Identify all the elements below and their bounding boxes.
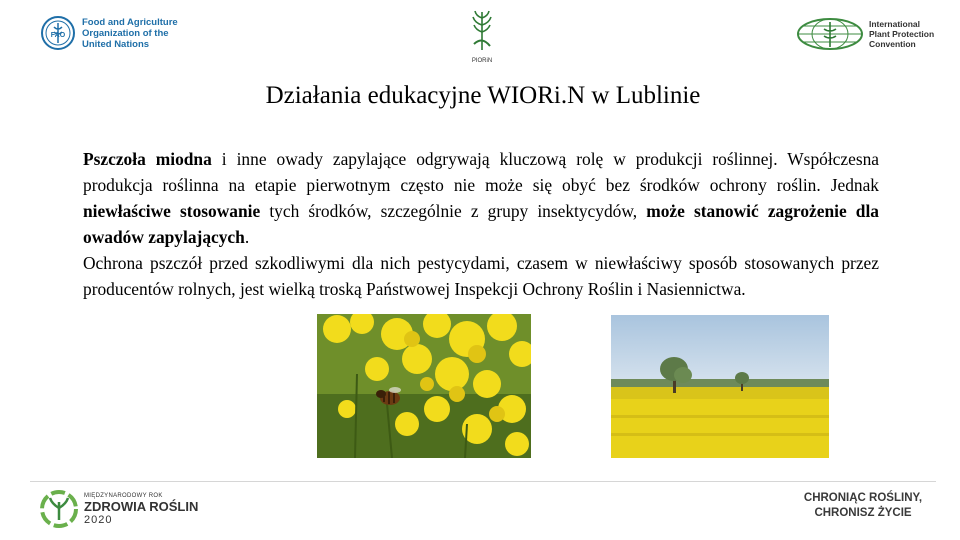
fao-name xyxy=(82,17,178,50)
bold-phrase: może stanowić zagrożenie dla owadów zapylających xyxy=(83,201,879,247)
paragraph-2: Ochrona pszczół przed szkodliwymi dla nich pestycydami, czasem w niewłaściwy sposób stosowanych przez producentów rolnych, jest wielką troską Państwowej Inspekcji Ochrony Roślin i Nasiennictwa. xyxy=(83,253,879,299)
paragraph-1 xyxy=(83,146,879,250)
ippc-line: International xyxy=(869,19,921,29)
wheat-icon xyxy=(468,8,496,52)
text-run: . xyxy=(244,227,250,247)
fao-line: United Nations xyxy=(82,38,150,50)
iyph-small-label: MIĘDZYNARODOWY ROK xyxy=(84,492,163,499)
piorin-logo xyxy=(462,8,502,64)
bee-on-rapeseed-photo xyxy=(317,314,531,458)
fao-emblem-icon xyxy=(40,15,76,51)
bold-phrase: Pszczoła miodna xyxy=(83,149,212,169)
fao-logo xyxy=(40,12,180,54)
iyph-year-label: 2020 xyxy=(84,513,113,526)
page-title: Działania edukacyjne WIORi.N w Lublinie xyxy=(265,82,701,109)
iyph-text xyxy=(84,493,198,526)
iyph-big-label: ZDROWIA ROŚLIN xyxy=(84,498,199,514)
rapeseed-field-photo xyxy=(611,315,829,458)
fao-line: Organization of the xyxy=(82,27,169,39)
fao-line: Food and Agriculture xyxy=(82,16,178,28)
leaf-circle-icon xyxy=(40,490,78,528)
ippc-line: Plant Protection xyxy=(869,29,935,39)
slogan-line: CHRONISZ ŻYCIE xyxy=(814,507,912,519)
svg-text:FAO: FAO xyxy=(50,32,66,39)
ippc-line: Convention xyxy=(869,39,916,49)
text-run: i inne owady zapylające odgrywają kluczową rolę w produkcji roślinnej. Współczesna produkcja roślinna na etapie pierwotnym często nie może się obyć bez środków ochrony roślin. Jednak xyxy=(83,149,880,195)
slogan xyxy=(790,491,936,521)
ippc-globe-icon xyxy=(796,17,864,51)
piorin-label: PIORiN xyxy=(471,58,493,64)
ippc-logo xyxy=(796,12,946,56)
footer-divider xyxy=(30,481,936,482)
iyph-2020-logo xyxy=(40,487,230,531)
slogan-line: CHRONIĄC ROŚLINY, xyxy=(803,492,923,504)
body-text xyxy=(83,146,879,302)
text-run: tych środków, szczególnie z grupy insektycydów, xyxy=(260,201,647,221)
ippc-name xyxy=(869,19,934,49)
bold-phrase: niewłaściwe stosowanie xyxy=(83,201,261,221)
